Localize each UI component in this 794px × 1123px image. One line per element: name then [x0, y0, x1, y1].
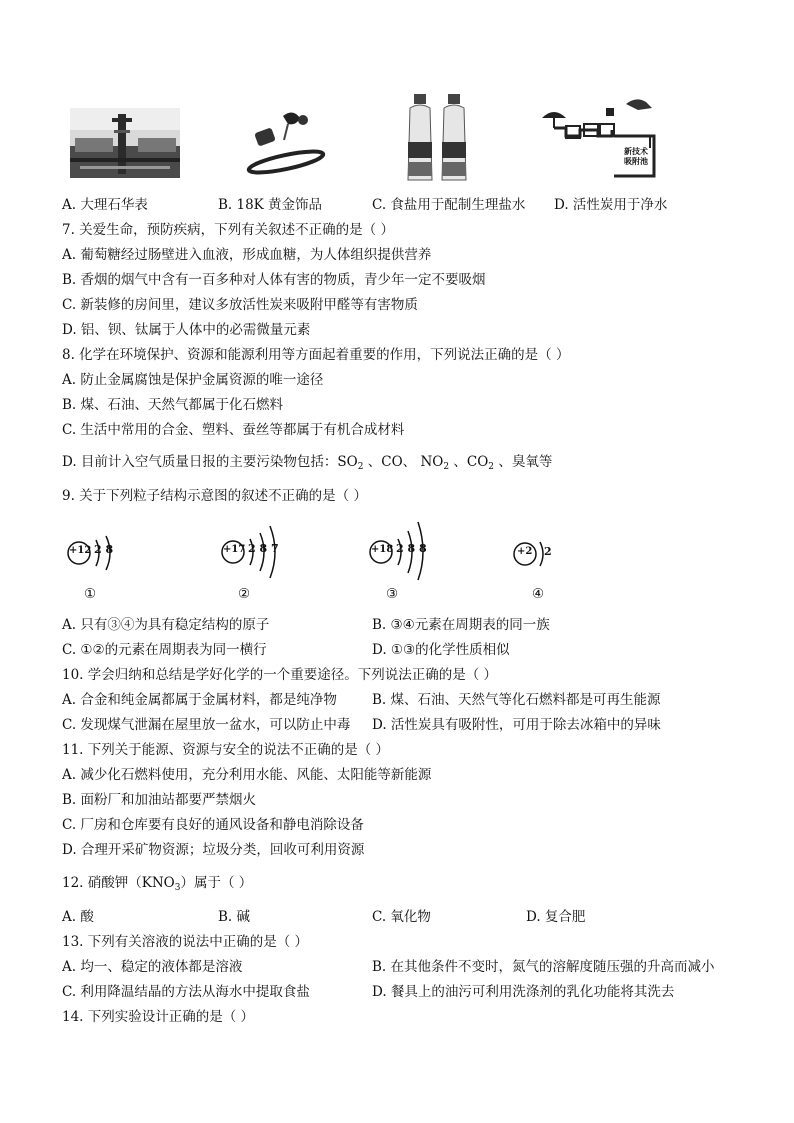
atom-4-electrons: 2: [544, 545, 552, 558]
q13-stem: 13. 下列有关溶液的说法中正确的是（ ）: [62, 934, 309, 950]
atom-3-nucleus: +18: [371, 544, 394, 555]
q7-stem: 7. 关爱生命，预防疾病，下列有关叙述不正确的是（ ）: [62, 222, 394, 238]
q13-option-a: A. 均一、稳定的液体都是溶液: [62, 959, 243, 975]
q10-option-c: C. 发现煤气泄漏在屋里放一盆水，可以防止中毒: [62, 717, 351, 733]
q6-option-c: C. 食盐用于配制生理盐水: [372, 197, 526, 213]
atom-diagram-3: [368, 516, 448, 582]
atom-diagram-4: [512, 536, 562, 572]
saline-bottles-photo: [402, 94, 474, 182]
q13-option-d: D. 餐具上的油污可利用洗涤剂的乳化功能将其洗去: [372, 984, 675, 1000]
atom-diagram-2: [220, 522, 300, 582]
atom-1-nucleus: +12: [69, 545, 92, 556]
q7-option-a: A. 葡萄糖经过肠壁进入血液，形成血糖，为人体组织提供营养: [62, 247, 432, 263]
q7-option-d: D. 铝、钡、钛属于人体中的必需微量元素: [62, 322, 311, 338]
q8-option-d: D. 目前计入空气质量日报的主要污染物包括：$SO_2$ 、CO、 $NO_2$ 、$CO_2$ 、臭氧等: [62, 454, 553, 472]
q11-option-c: C. 厂房和仓库要有良好的通风设备和静电消除设备: [62, 817, 364, 833]
marble-huabiao-photo: [70, 108, 180, 178]
atom-3-electrons: 2 8 8: [396, 542, 427, 555]
q6-option-b: B. 18K 黄金饰品: [218, 197, 323, 213]
atom-3-index: ③: [386, 586, 399, 602]
q11-stem: 11. 下列关于能源、资源与安全的说法不正确的是（ ）: [62, 742, 390, 758]
q8-option-b: B. 煤、石油、天然气都属于化石燃料: [62, 397, 284, 413]
atom-2-nucleus: +17: [223, 544, 246, 555]
diagram-label-1: 新技术: [624, 147, 648, 156]
q12-option-b: B. 碱: [218, 909, 251, 925]
q7-option-b: B. 香烟的烟气中含有一百多种对人体有害的物质，青少年一定不要吸烟: [62, 272, 486, 288]
q11-option-b: B. 面粉厂和加油站都要严禁烟火: [62, 792, 257, 808]
atom-4-nucleus: +2: [517, 546, 533, 557]
atom-1-electrons: 2 8: [94, 543, 114, 556]
atom-diagram-1: [66, 528, 126, 578]
q8-option-c: C. 生活中常用的合金、塑料、蚕丝等都属于有机合成材料: [62, 422, 405, 438]
q12-option-c: C. 氧化物: [372, 909, 431, 925]
q9-option-b: B. ③④元素在周期表的同一族: [372, 617, 550, 633]
q11-option-d: D. 合理开采矿物资源；垃圾分类，回收可利用资源: [62, 842, 365, 858]
q13-option-c: C. 利用降温结晶的方法从海水中提取食盐: [62, 984, 310, 1000]
atom-4-index: ④: [532, 586, 545, 602]
q7-option-c: C. 新装修的房间里，建议多放活性炭来吸附甲醛等有害物质: [62, 297, 418, 313]
atom-1-index: ①: [84, 586, 97, 602]
atom-2-index: ②: [238, 586, 251, 602]
q9-option-d: D. ①③的化学性质相似: [372, 642, 510, 658]
water-purification-diagram: [540, 96, 660, 182]
diagram-label-2: 吸附池: [624, 157, 648, 166]
q10-option-a: A. 合金和纯金属都属于金属材料，都是纯净物: [62, 692, 337, 708]
q10-stem: 10. 学会归纳和总结是学好化学的一个重要途径。下列说法正确的是（ ）: [62, 667, 498, 683]
q10-option-d: D. 活性炭具有吸附性，可用于除去冰箱中的异味: [372, 717, 661, 733]
q13-option-b: B. 在其他条件不变时，氮气的溶解度随压强的升高而减小: [372, 959, 715, 975]
q12-option-a: A. 酸: [62, 909, 94, 925]
q8-option-a: A. 防止金属腐蚀是保护金属资源的唯一途径: [62, 372, 324, 388]
q10-option-b: B. 煤、石油、天然气等化石燃料都是可再生能源: [372, 692, 661, 708]
q9-option-a: A. 只有③④为具有稳定结构的原子: [62, 617, 270, 633]
q9-stem: 9. 关于下列粒子结构示意图的叙述不正确的是（ ）: [62, 488, 367, 504]
q6-option-d: D. 活性炭用于净水: [554, 197, 668, 213]
q12-stem: 12. 硝酸钾$(KNO_3)$属于（ ）: [62, 875, 253, 893]
q8-stem: 8. 化学在环境保护、资源和能源利用等方面起着重要的作用，下列说法正确的是（ ）: [62, 347, 570, 363]
q14-stem: 14. 下列实验设计正确的是（ ）: [62, 1009, 255, 1025]
q6-option-a: A. 大理石华表: [62, 197, 148, 213]
atom-2-electrons: 2 8 7: [248, 542, 279, 555]
q9-option-c: C. ①②的元素在周期表为同一横行: [62, 642, 267, 658]
q12-option-d: D. 复合肥: [526, 909, 586, 925]
gold-jewelry-photo: [238, 106, 328, 178]
q11-option-a: A. 减少化石燃料使用，充分利用水能、风能、太阳能等新能源: [62, 767, 432, 783]
